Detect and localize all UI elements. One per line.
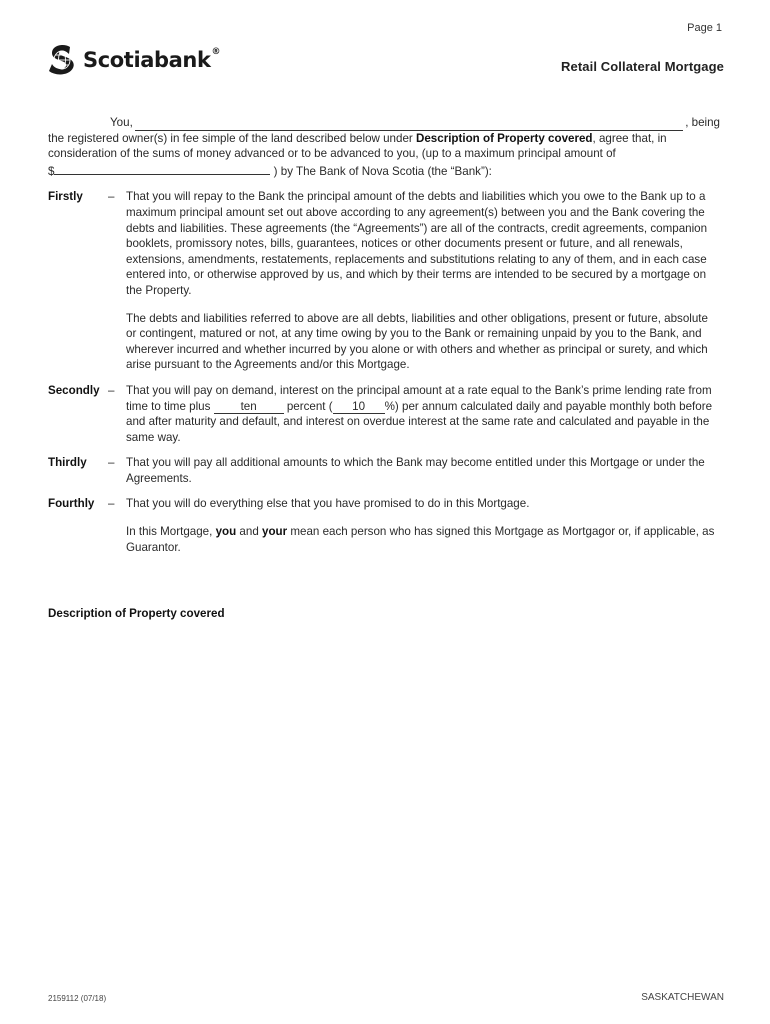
clause-text: That you will pay all additional amounts to which the Bank may become entitled under this Mortgage or under the Agreements. [126, 456, 705, 485]
brand-name: Scotiabank® [83, 47, 221, 72]
document-title: Retail Collateral Mortgage [561, 59, 724, 74]
clause-secondly [48, 383, 720, 445]
property-description-heading: Description of Property covered [48, 607, 225, 620]
clause-dash: – [108, 190, 115, 204]
clause-label: Fourthly [48, 497, 95, 511]
clause-fourthly [48, 496, 720, 555]
intro-bold-reference: Description of Property covered [415, 131, 593, 145]
intro-being: , being [685, 116, 720, 129]
clause-dash: – [108, 456, 115, 470]
clause-paragraph: That you will repay to the Bank the principal amount of the debts and liabilities which you owe to the Bank up to a maximum principal amount set out above according to any agreement(s) between you and the Bank covering the debts and liabilities. These agreements (the “Agreements”) are all of the contracts, credit agreements, companion booklets, promissory notes, bills, guarantees, notices or other documents present or future, and all renewals, extensions, amendments, restatements, replacements and substitutions relating to any of them, and in each case entered into, or otherwise approved by us, and which by their terms are intended to be secured by a mortgage on the Property. [126, 190, 708, 297]
clause-firstly [48, 189, 720, 373]
clause-paragraph: That you will do everything else that you have promised to do in this Mortgage. [126, 497, 530, 511]
principal-amount-blank[interactable] [54, 162, 270, 175]
document-body [48, 115, 720, 555]
intro-text: the registered owner(s) in fee simple of the land described below under Description of Property covered, agree that, in consideration of the sums of money advanced or to be advanced to you, (up to a maximum principal amount of $ ) by The Bank of Nova Scotia (the “Bank”): [48, 131, 667, 178]
clause-text [126, 189, 720, 373]
rate-number-field[interactable]: 10 [333, 400, 385, 414]
intro-you: You, [110, 116, 133, 129]
clause-label: Firstly [48, 190, 83, 204]
province-label: SASKATCHEWAN [641, 992, 724, 1003]
intro-paragraph [48, 115, 720, 179]
intro-line-1 [48, 115, 720, 131]
scotiabank-s-globe-icon [47, 44, 77, 76]
page-number: Page 1 [687, 22, 722, 34]
clause-text: That you will pay on demand, interest on the principal amount at a rate equal to the Bank’s prime lending rate from time to time plus ten percent ( 10 %) per annum calculated daily and payable monthly both before and after maturity and default, and interest on overdue interest at the same rate and calculated and payable in the same way. [126, 383, 713, 444]
clause-thirdly [48, 455, 720, 486]
scotiabank-logo [47, 44, 220, 76]
clause-paragraph: The debts and liabilities referred to above are all debts, liabilities and other obligations, present or future, absolute or contingent, matured or not, at any time owing by you to the Bank or remaining unpaid by you to the Bank, and wherever incurred and whether incurred by you alone or with others and whether as principal or surety, and which arise pursuant to the Agreements and/or this Mortgage. [126, 311, 708, 372]
definitions-paragraph: In this Mortgage, you and your mean each person who has signed this Mortgage as Mortgagor or, if applicable, as Guarantor. [126, 525, 715, 554]
clause-label: Secondly [48, 383, 100, 397]
rate-words-field[interactable]: ten [214, 400, 284, 414]
clause-dash: – [108, 383, 115, 397]
owner-name-blank[interactable] [135, 118, 683, 131]
clause-dash: – [108, 497, 115, 511]
registered-mark: ® [211, 47, 221, 57]
clause-label: Thirdly [48, 456, 87, 470]
clause-text [126, 496, 720, 555]
form-code: 2159112 (07/18) [48, 994, 107, 1003]
